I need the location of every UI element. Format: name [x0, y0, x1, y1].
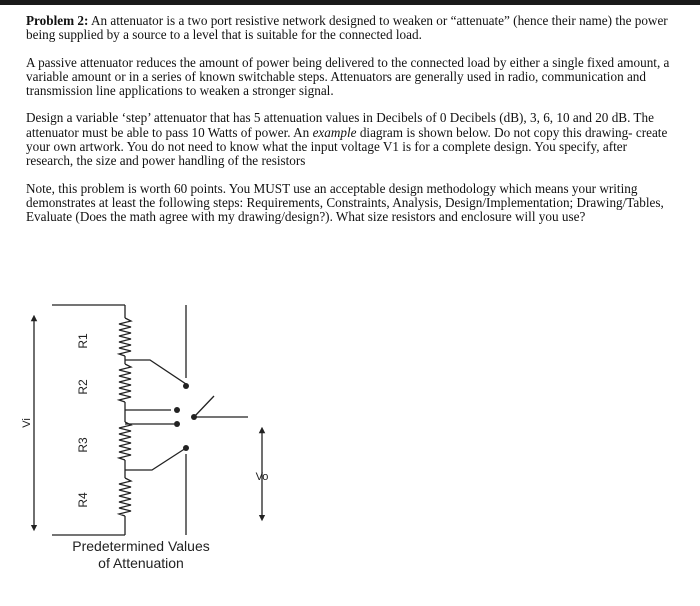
resistor-r3	[119, 422, 131, 460]
top-divider	[0, 0, 700, 5]
r4-label: R4	[76, 492, 90, 508]
paragraph-design	[26, 111, 676, 168]
switch-wiper	[194, 396, 214, 417]
circuit-svg	[0, 290, 700, 601]
r1-label: R1	[76, 333, 90, 349]
intro-text: An attenuator is a two port resistive network designed to weaken or “attenuate” (hence their name) the power being supplied by a source to a level that is suitable for the connected load.	[26, 13, 668, 43]
design-text-emphasis: example	[312, 124, 357, 140]
output-voltage-label: Vo	[255, 471, 269, 483]
design-text-b: diagram is shown below. Do not copy this drawing- create your own artwork. You do not need to know what the input voltage V1 is for a complete design. You specify, after research, the size and power handling of the resistors	[26, 124, 668, 169]
problem-text	[26, 14, 676, 238]
caption-line-2: of Attenuation	[98, 555, 184, 571]
caption-line-1: Predetermined Values	[72, 538, 210, 554]
r2-label: R2	[76, 379, 90, 395]
resistor-r1	[119, 318, 131, 356]
attenuator-diagram	[0, 290, 700, 601]
r3-label: R3	[76, 437, 90, 453]
design-text-a: Design a variable ‘step’ attenuator that has 5 attenuation values in Decibels of 0 Decibels (dB), 3, 6, 10 and 20 dB. The attenuator must be able to pass 10 Watts of power. An	[26, 110, 654, 140]
problem-label: Problem 2:	[26, 13, 89, 28]
tap-wires	[125, 305, 186, 535]
resistor-r2	[119, 364, 131, 402]
problem-intro	[26, 14, 676, 43]
paragraph-note: Note, this problem is worth 60 points. You MUST use an acceptable design methodology which means your writing demonstrates at least the following steps: Requirements, Constraints, Analysis, Design/Implementation; Drawing/Tables, Evaluate (Does the math agree with my drawing/design?). What size resistors and enclosure will you use?	[26, 180, 664, 225]
resistor-r4	[119, 478, 131, 516]
input-voltage-label: Vi	[21, 418, 33, 428]
switch-contacts	[174, 383, 197, 451]
paragraph-passive: A passive attenuator reduces the amount of power being delivered to the connected load by either a single fixed amount, a variable amount or in a series of known switchable steps. Attenuators are generally used in radio, communication and transmission line applications to weaken a stronger signal.	[26, 54, 670, 99]
